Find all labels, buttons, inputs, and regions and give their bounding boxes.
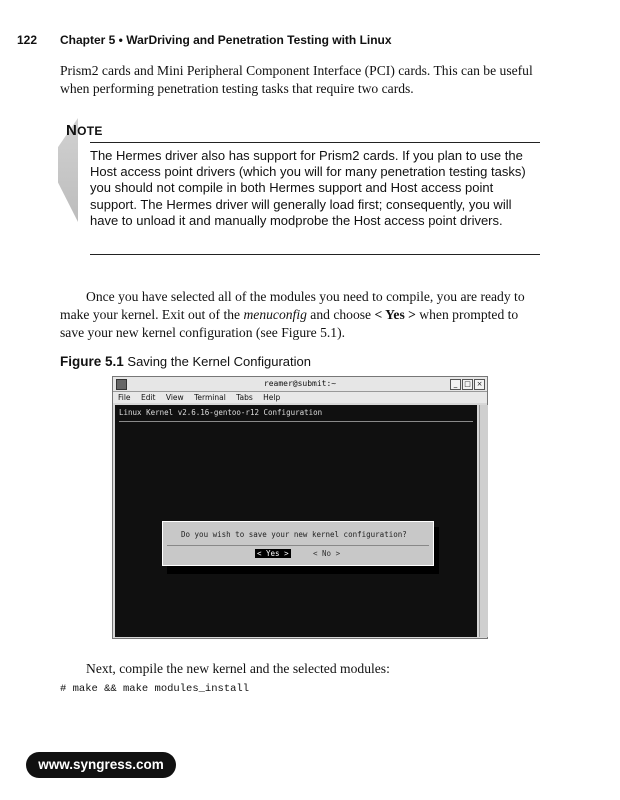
running-header: Chapter 5 • WarDriving and Penetration Testing with Linux [60, 33, 392, 47]
maximize-button[interactable]: □ [462, 379, 473, 390]
terminal-window [112, 376, 488, 639]
menu-edit[interactable]: Edit [140, 393, 156, 402]
close-button[interactable]: × [474, 379, 485, 390]
terminal-app-icon [116, 379, 127, 390]
minimize-button[interactable]: _ [450, 379, 461, 390]
menu-view[interactable]: View [165, 393, 184, 402]
terminal-scrollbar[interactable] [479, 405, 488, 637]
paragraph-intro: Prism2 cards and Mini Peripheral Component Interface (PCI) cards. This can be useful when performing penetration testing tasks that require two cards. [60, 63, 533, 96]
no-button[interactable]: < No > [313, 549, 341, 558]
menu-tabs[interactable]: Tabs [236, 393, 253, 402]
yes-button[interactable]: < Yes > [257, 549, 289, 558]
note-rule-bottom [90, 254, 540, 255]
terminal-menubar [113, 392, 487, 403]
terminal-screen[interactable] [115, 405, 477, 637]
config-title: Linux Kernel v2.6.16-gentoo-r12 Configuration [119, 408, 323, 417]
page-number: 122 [17, 33, 38, 47]
menu-terminal[interactable]: Terminal [194, 393, 226, 402]
note-body: The Hermes driver also has support for Prism2 cards. If you plan to use the Host access point drivers (which you will for many penetration testing tasks) you should not compile in both Hermes support and Host access point support. The Hermes driver will generally load first; consequently, you will have to unload it and manually modprobe the Host access point drivers. [90, 148, 526, 228]
footer-website-badge: www.syngress.com [26, 752, 176, 778]
terminal-title-text: reamer@submit:~ [263, 379, 337, 388]
code-command: # make && make modules_install [60, 683, 250, 695]
figure-caption: Figure 5.1 Saving the Kernel Configuration [60, 354, 311, 369]
paragraph-compile: Next, compile the new kernel and the selected modules: [86, 661, 390, 676]
dialog-divider [167, 545, 429, 546]
dialog-question: Do you wish to save your new kernel configuration? [181, 530, 407, 539]
paragraph-menuconfig: Once you have selected all of the modules you need to compile, you are ready to make your kernel. Exit out of the menuconfig and choose < Yes > when prompted to save your new kernel configuration (see Figure 5.1). [60, 289, 525, 340]
note-rule-top [90, 142, 540, 143]
terminal-titlebar[interactable] [113, 377, 487, 392]
menu-help[interactable]: Help [263, 393, 281, 402]
note-heading: NOTE [66, 122, 103, 139]
config-title-rule [119, 421, 473, 422]
menu-file[interactable]: File [118, 393, 131, 402]
save-config-dialog [162, 521, 434, 566]
